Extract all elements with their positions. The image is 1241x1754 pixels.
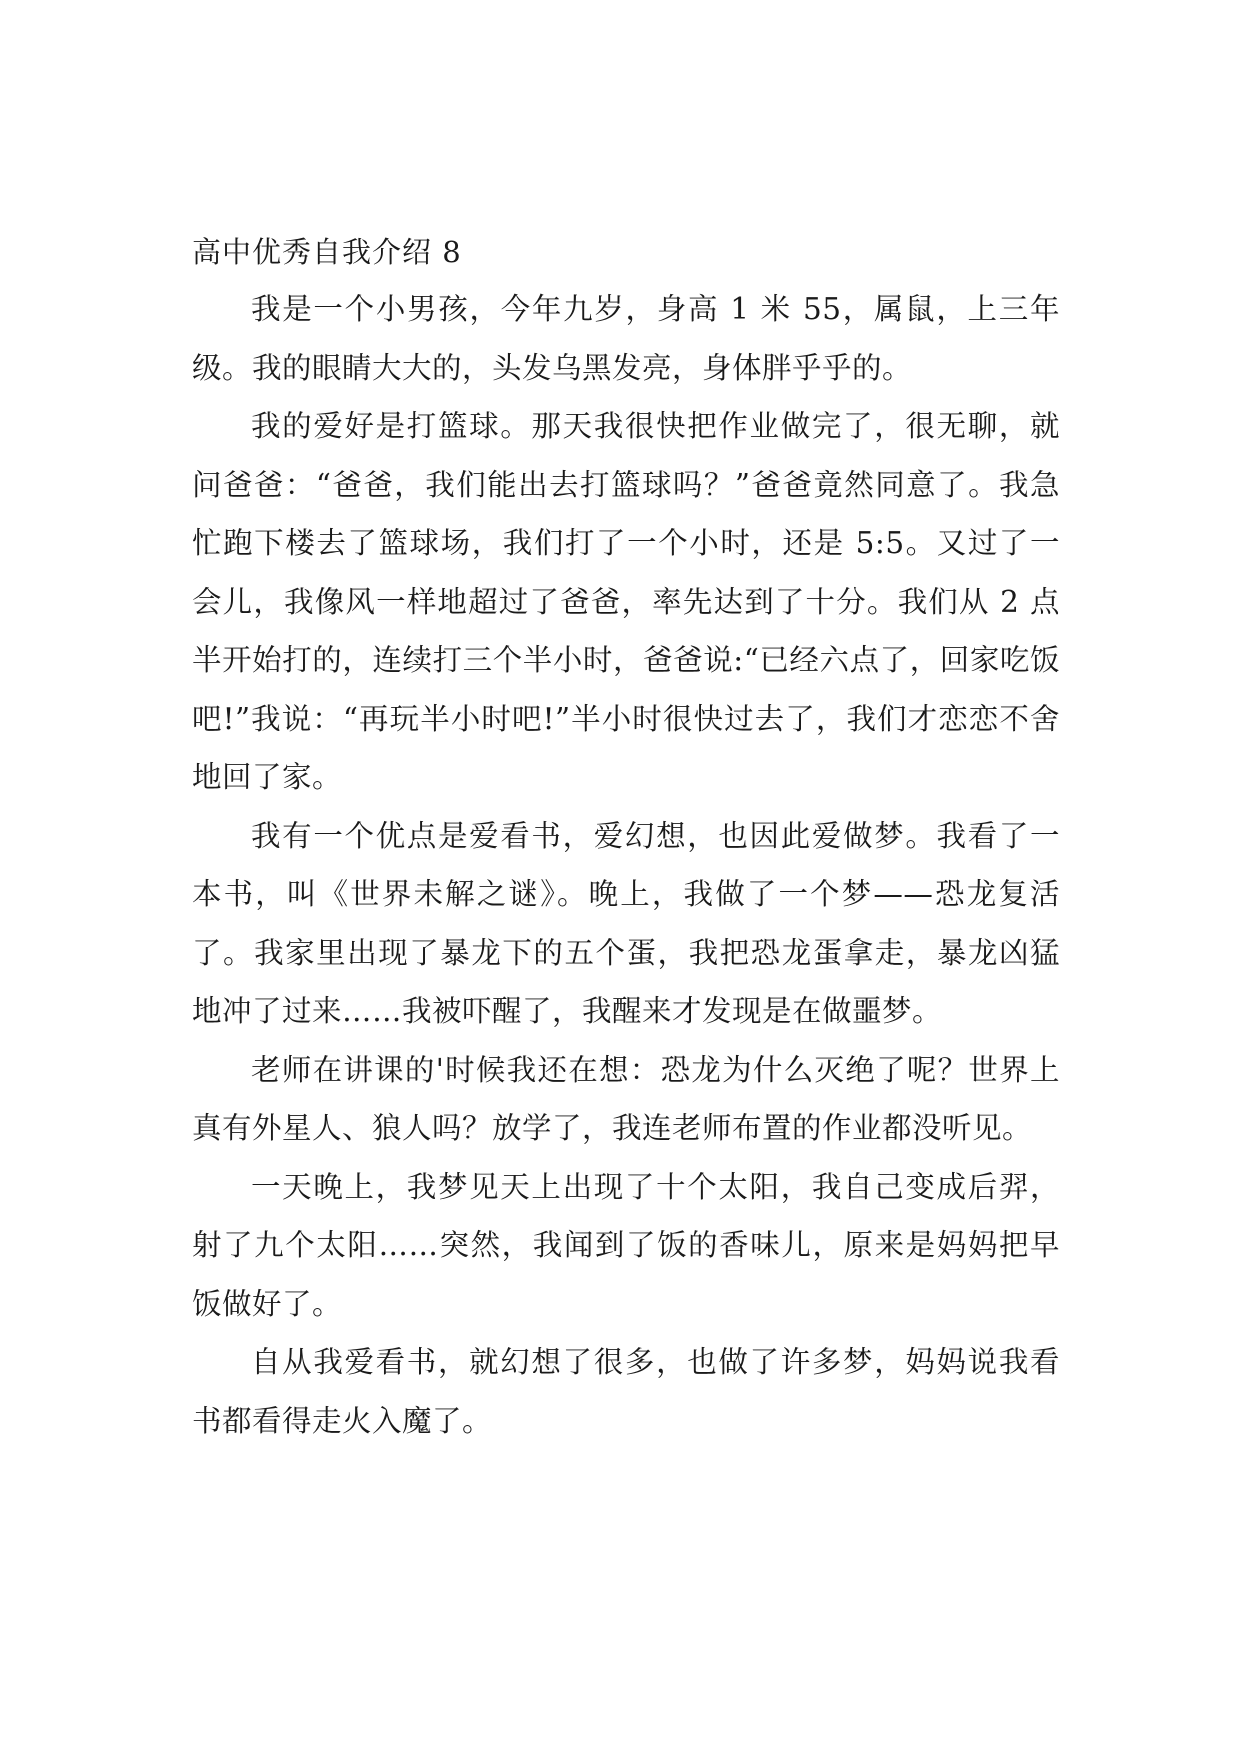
paragraph-self-intro: 我是一个小男孩，今年九岁，身高 1 米 55，属鼠，上三年级。我的眼睛大大的，头发乌黑发亮，身体胖乎乎的。 xyxy=(192,292,1060,385)
paragraph-basketball: 我的爱好是打篮球。那天我很快把作业做完了，很无聊，就问爸爸：“爸爸，我们能出去打篮球吗？”爸爸竟然同意了。我急忙跑下楼去了篮球场，我们打了一个小时，还是 5:5。又过了一会儿，我像风一样地超过了爸爸，率先达到了十分。我们从 2 点半开始打的，连续打三个半小时，爸爸说:“已经六点了，回家吃饭吧!”我说：“再玩半小时吧!”半小时很快过去了，我们才恋恋不舍地回了家。 xyxy=(192,409,1060,794)
document-title: 高中优秀自我介绍 8 xyxy=(192,235,462,269)
paragraph-dream-dinosaur: 我有一个优点是爱看书，爱幻想，也因此爱做梦。我看了一本书，叫《世界未解之谜》。晚上，我做了一个梦——恐龙复活了。我家里出现了暴龙下的五个蛋，我把恐龙蛋拿走，暴龙凶猛地冲了过来……我被吓醒了，我醒来才发现是在做噩梦。 xyxy=(192,818,1060,1028)
paragraph-ten-suns: 一天晚上，我梦见天上出现了十个太阳，我自己变成后羿，射了九个太阳……突然，我闻到了饭的香味儿，原来是妈妈把早饭做好了。 xyxy=(192,1169,1060,1321)
paragraph-classroom: 老师在讲课的'时候我还在想：恐龙为什么灭绝了呢？世界上真有外星人、狼人吗？放学了，我连老师布置的作业都没听见。 xyxy=(192,1052,1060,1145)
paragraph-conclusion: 自从我爱看书，就幻想了很多，也做了许多梦，妈妈说我看书都看得走火入魔了。 xyxy=(192,1345,1060,1438)
document-body xyxy=(192,224,1060,1450)
